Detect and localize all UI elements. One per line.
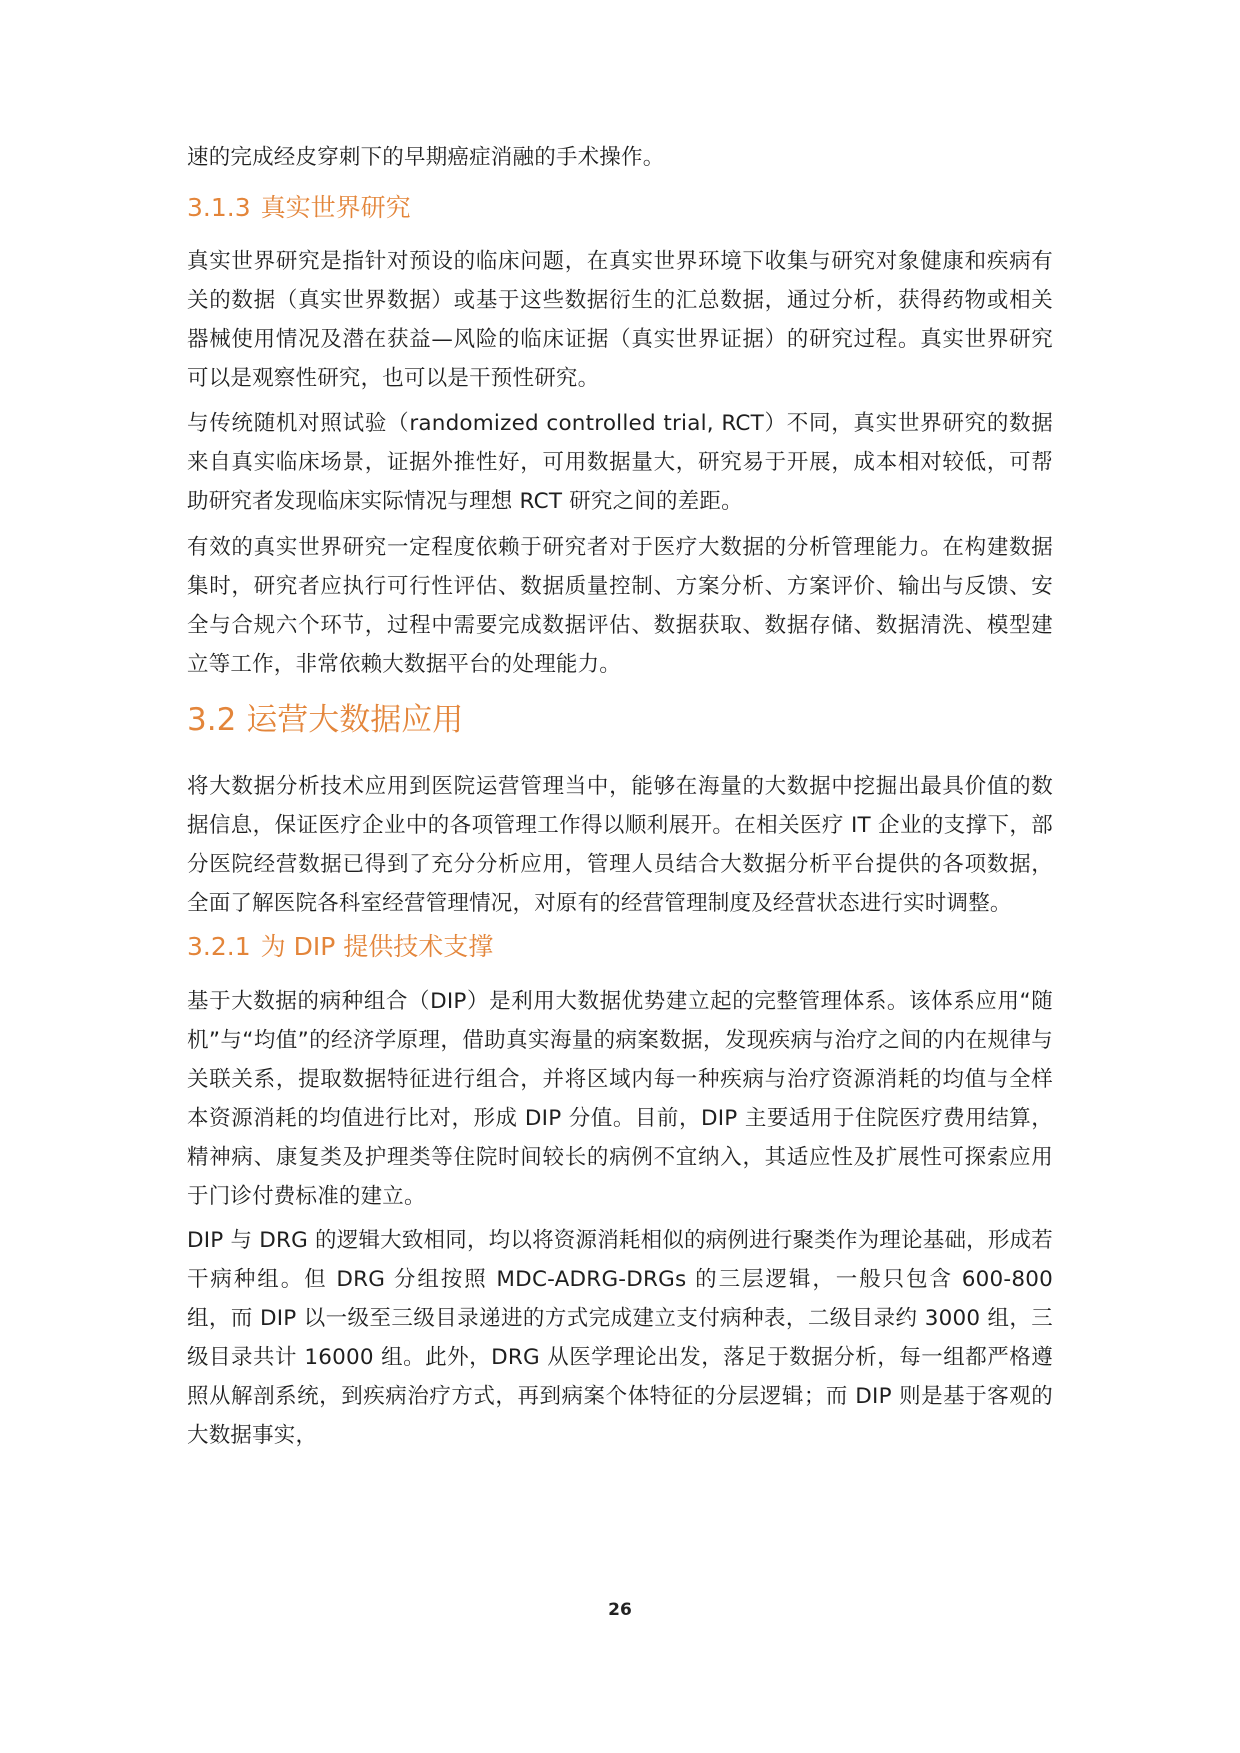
heading-title: 真实世界研究 [260,193,411,222]
paragraph-dip-definition: 基于大数据的病种组合（DIP）是利用大数据优势建立起的完整管理体系。该体系应用“随机”与“均值”的经济学原理，借助真实海量的病案数据，发现疾病与治疗之间的内在规律与关联关系，提取数据特征进行组合，并将区域内每一种疾病与治疗资源消耗的均值与全样本资源消耗的均值进行比对，形成 DIP 分值。目前，DIP 主要适用于住院医疗费用结算，精神病、康复类及护理类等住院时间较长的病例不宜纳入，其适应性及扩展性可探索应用于门诊付费标准的建立。 [187,989,1053,1209]
section-heading-3-2 [187,699,463,741]
section-heading-3-2-1 [187,930,493,964]
document-page [187,0,1053,1753]
heading-number: 3.2 [187,702,237,738]
paragraph-continuation: 速的完成经皮穿刺下的早期癌症消融的手术操作。 [187,145,665,170]
heading-title: 为 DIP 提供技术支撑 [260,932,494,961]
paragraph-rwr-vs-rct: 与传统随机对照试验（randomized controlled trial, RCT）不同，真实世界研究的数据来自真实临床场景，证据外推性好，可用数据量大，研究易于开展，成本相对较低，可帮助研究者发现临床实际情况与理想 RCT 研究之间的差距。 [187,411,1053,514]
paragraph-rwr-data-capability: 有效的真实世界研究一定程度依赖于研究者对于医疗大数据的分析管理能力。在构建数据集时，研究者应执行可行性评估、数据质量控制、方案分析、方案评价、输出与反馈、安全与合规六个环节，过程中需要完成数据评估、数据获取、数据存储、数据清洗、模型建立等工作，非常依赖大数据平台的处理能力。 [187,535,1053,677]
paragraph-operations-bigdata: 将大数据分析技术应用到医院运营管理当中，能够在海量的大数据中挖掘出最具价值的数据信息，保证医疗企业中的各项管理工作得以顺利展开。在相关医疗 IT 企业的支撑下，部分医院经营数据已得到了充分分析应用，管理人员结合大数据分析平台提供的各项数据，全面了解医院各科室经营管理情况，对原有的经营管理制度及经营状态进行实时调整。 [187,774,1053,916]
heading-number: 3.1.3 [187,193,251,222]
section-heading-3-1-3 [187,191,411,225]
heading-title: 运营大数据应用 [246,702,464,738]
heading-number: 3.2.1 [187,932,251,961]
paragraph-dip-vs-drg: DIP 与 DRG 的逻辑大致相同，均以将资源消耗相似的病例进行聚类作为理论基础，形成若干病种组。但 DRG 分组按照 MDC-ADRG-DRGs 的三层逻辑，一般只包含 600-800 组，而 DIP 以一级至三级目录递进的方式完成建立支付病种表，二级目录约 3000 组，三级目录共计 16000 组。此外，DRG 从医学理论出发，落足于数据分析，每一组都严格遵照从解剖系统，到疾病治疗方式，再到病案个体特征的分层逻辑；而 DIP 则是基于客观的大数据事实， [187,1228,1053,1448]
paragraph-rwr-definition: 真实世界研究是指针对预设的临床问题，在真实世界环境下收集与研究对象健康和疾病有关的数据（真实世界数据）或基于这些数据衍生的汇总数据，通过分析，获得药物或相关器械使用情况及潜在获益—风险的临床证据（真实世界证据）的研究过程。真实世界研究可以是观察性研究，也可以是干预性研究。 [187,249,1053,391]
page-number: 26 [608,1600,632,1620]
